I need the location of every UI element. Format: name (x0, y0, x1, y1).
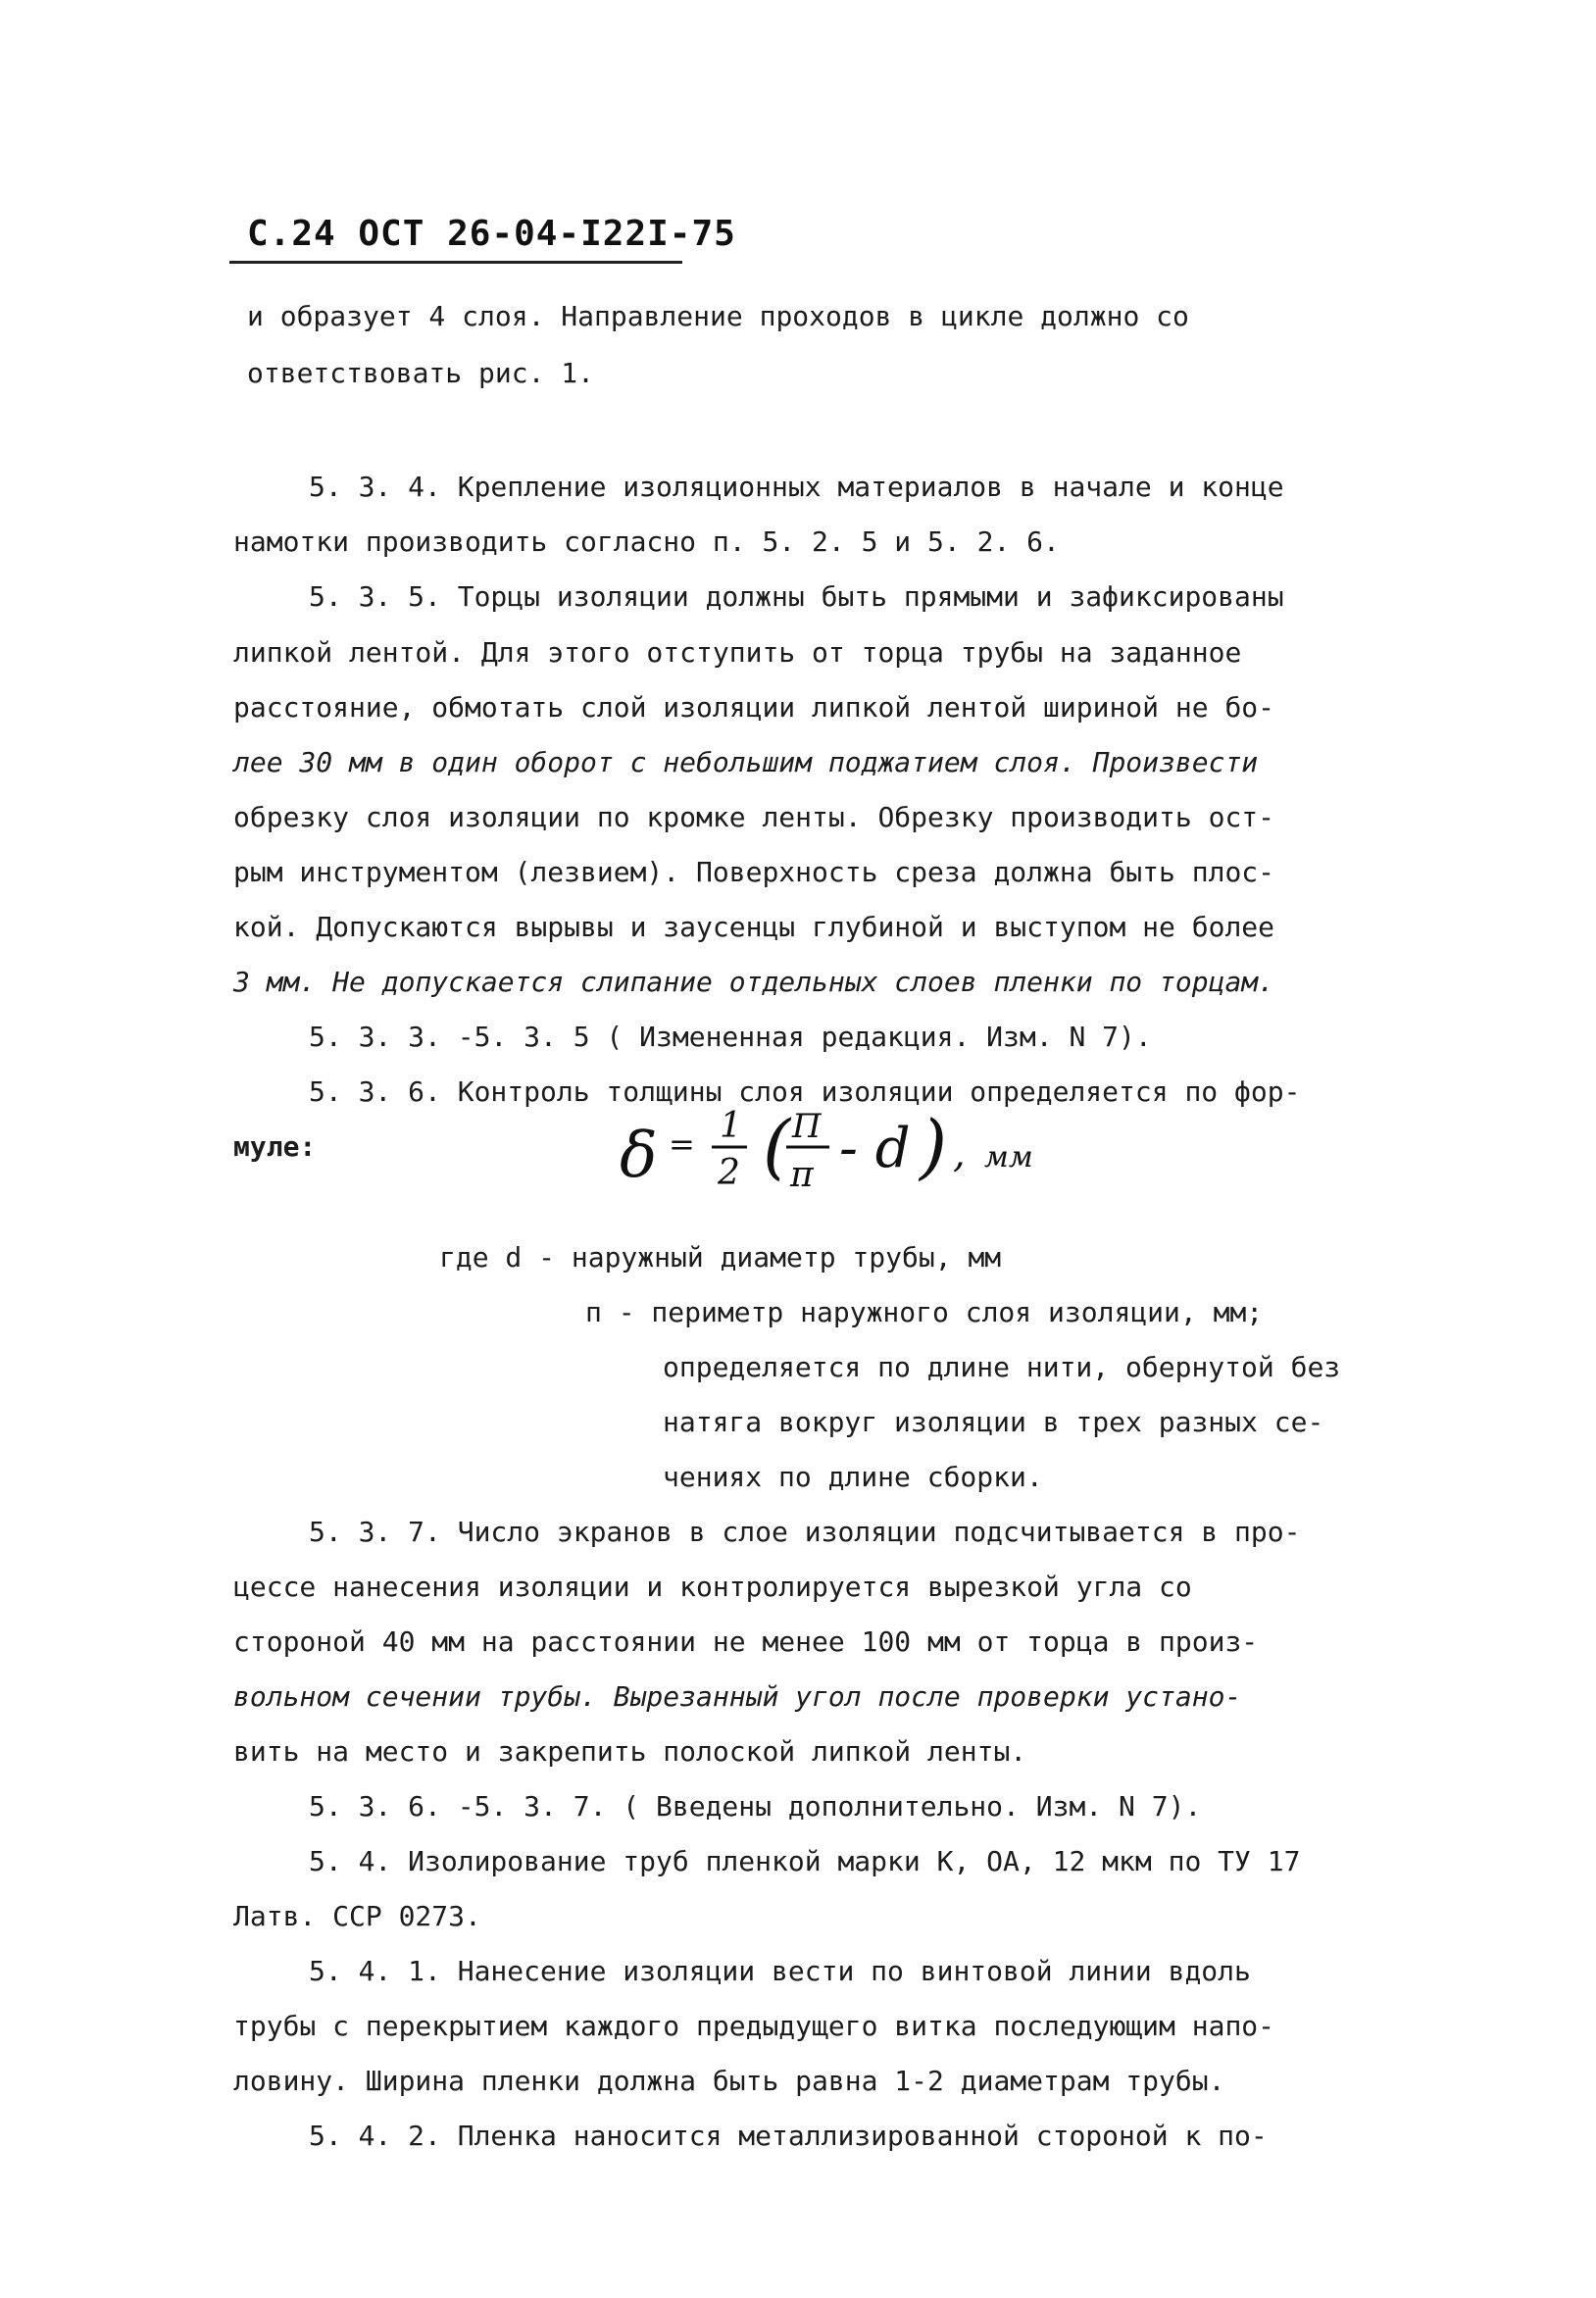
text-line: Латв. ССР 0273. (233, 1900, 481, 1932)
text-line: 5. 3. 6. -5. 3. 7. ( Введены дополнительно. Изм. N 7). (309, 1790, 1202, 1823)
formula-graphic (620, 1086, 1051, 1204)
formula-close-paren: ) (920, 1105, 948, 1187)
text-line: 3 мм. Не допускается слипание отдельных слоев пленки по торцам. (233, 966, 1275, 998)
text-line: натяга вокруг изоляции в трех разных се- (663, 1406, 1324, 1438)
text-line: кой. Допускаются вырывы и заусенцы глубиной и выступом не более (233, 911, 1275, 943)
page-header: С.24 ОСТ 26-04-I22I-75 (247, 214, 736, 254)
formula-equals: = (669, 1125, 695, 1163)
formula-delta: δ (620, 1120, 658, 1192)
text-line: трубы с перекрытием каждого предыдущего витка последующим напо- (233, 2010, 1275, 2042)
formula-open-paren: ( (763, 1105, 791, 1187)
text-line: 5. 3. 6. Контроль толщины слоя изоляции определяется по фор- (309, 1075, 1301, 1108)
formula-half-num: 1 (720, 1106, 742, 1146)
text-line: намотки производить согласно п. 5. 2. 5 и 5. 2. 6. (233, 525, 1060, 558)
header-underline (229, 261, 682, 264)
text-line: рым инструментом (лезвием). Поверхность среза должна быть плос- (233, 856, 1275, 888)
text-line: цессе нанесения изоляции и контролируется вырезкой угла со (233, 1571, 1192, 1603)
text-line: ловину. Ширина пленки должна быть равна 1-2 диаметрам трубы. (233, 2065, 1225, 2097)
text-line: определяется по длине нити, обернутой без (663, 1351, 1341, 1383)
text-line: 5. 4. 2. Пленка наносится металлизированной стороной к по- (309, 2120, 1268, 2152)
text-line: и образует 4 слоя. Направление проходов в цикле должно со (247, 300, 1189, 332)
formula-half-den: 2 (718, 1153, 740, 1193)
formula-frac-num: П (792, 1107, 822, 1146)
text-line: стороной 40 мм на расстоянии не менее 100 мм от торца в произ- (233, 1625, 1259, 1658)
thickness-formula (620, 1086, 1051, 1204)
text-line: лее 30 мм в один оборот с небольшим поджатием слоя. Произвести (233, 746, 1259, 778)
text-line: 5. 3. 4. Крепление изоляционных материалов в начале и конце (309, 471, 1284, 503)
text-line: муле: (233, 1130, 317, 1163)
text-line: 5. 3. 7. Число экранов в слое изоляции подсчитывается в про- (309, 1516, 1301, 1548)
text-line: липкой лентой. Для этого отступить от торца трубы на заданное (233, 636, 1242, 669)
text-line: 5. 4. Изолирование труб пленкой марки К, ОА, 12 мкм по ТУ 17 (309, 1845, 1301, 1877)
text-line: ответствовать рис. 1. (247, 357, 595, 389)
formula-minus-d: - d (839, 1117, 911, 1180)
text-line: чениях по длине сборки. (663, 1461, 1043, 1493)
text-line: вольном сечении трубы. Вырезанный угол после проверки устано- (233, 1680, 1242, 1713)
text-line: п - периметр наружного слоя изоляции, мм; (585, 1296, 1264, 1328)
text-line: 5. 4. 1. Нанесение изоляции вести по винтовой линии вдоль (309, 1955, 1251, 1987)
text-line: обрезку слоя изоляции по кромке ленты. Обрезку производить ост- (233, 801, 1275, 833)
text-line: вить на место и закрепить полоской липкой ленты. (233, 1735, 1027, 1768)
formula-frac-den: π (790, 1155, 814, 1195)
text-line: 5. 3. 3. -5. 3. 5 ( Измененная редакция. Изм. N 7). (309, 1021, 1152, 1053)
formula-comma: , (953, 1131, 966, 1176)
formula-units: мм (984, 1140, 1033, 1174)
text-line: 5. 3. 5. Торцы изоляции должны быть прямыми и зафиксированы (309, 580, 1284, 613)
text-line: расстояние, обмотать слой изоляции липкой лентой шириной не бо- (233, 691, 1275, 724)
text-line: где d - наружный диаметр трубы, мм (439, 1241, 1002, 1274)
